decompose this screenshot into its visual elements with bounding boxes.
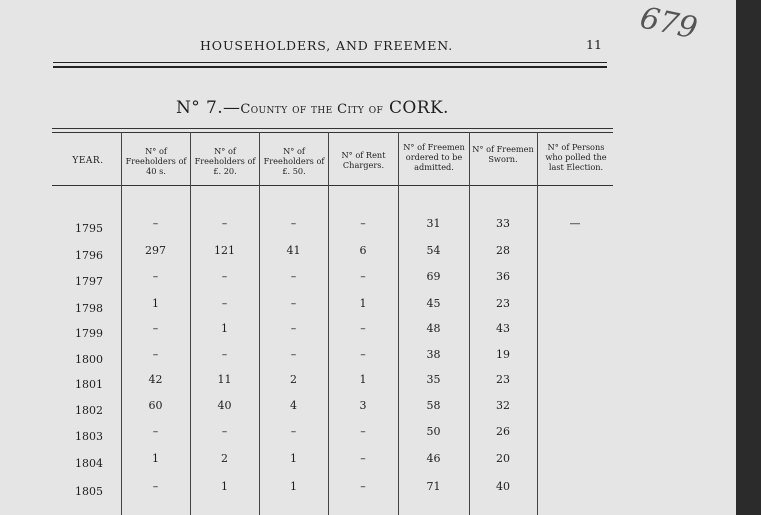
table-cell-f40: –: [152, 322, 159, 335]
table-number: N° 7.—: [176, 98, 241, 118]
table-cell-ordered: 46: [426, 452, 441, 465]
table-cell-ordered: 71: [426, 480, 441, 493]
table-cell-f50: –: [290, 297, 297, 310]
table-cell-f20: 11: [217, 373, 232, 386]
table-cell-ordered: 69: [426, 270, 441, 283]
table-cell-sworn: 43: [496, 322, 510, 335]
handwritten-page-note: 679: [636, 0, 701, 47]
header-freeholders-40s: N° of Freeholders of 40 s.: [125, 146, 187, 177]
table-cell-f20: 2: [221, 452, 228, 465]
table-cell-sworn: 20: [496, 452, 510, 465]
table-cell-rent: 1: [359, 297, 367, 310]
table-cell-ordered: 58: [426, 399, 441, 412]
table-cell-f40: –: [152, 270, 159, 283]
table-cell-f20: –: [221, 425, 228, 438]
header-freemen-sworn: N° of Freemen Sworn.: [472, 144, 534, 165]
table-cell-f20: –: [221, 270, 228, 283]
table-cell-f50: 1: [290, 480, 297, 493]
table-title-county: County of the City of: [240, 102, 384, 117]
header-freeholders-50: N° of Freeholders of £. 50.: [263, 146, 325, 177]
table-cell-f50: –: [290, 270, 297, 283]
table-cell-f40: 60: [148, 399, 163, 412]
year-cell: 1798: [75, 302, 103, 315]
year-cell: 1796: [75, 249, 103, 262]
table-cell-rent: –: [360, 452, 366, 465]
table-title-city: CORK.: [389, 98, 449, 118]
table-cell-rent: –: [360, 348, 366, 361]
header-year: YEAR.: [72, 156, 104, 166]
table-cell-f40: 1: [152, 297, 159, 310]
table-cell-f50: –: [290, 322, 297, 335]
table-cell-f40: –: [152, 348, 159, 361]
table-cell-f40: 42: [148, 373, 163, 386]
year-cell: 1800: [75, 353, 103, 366]
table-cell-ordered: 31: [426, 217, 441, 230]
table-cell-rent: –: [360, 217, 366, 230]
table-cell-f20: 121: [214, 244, 235, 257]
year-cell: 1795: [75, 222, 103, 235]
table-cell-sworn: 19: [496, 348, 510, 361]
table-cell-f50: –: [290, 425, 297, 438]
header-rent-chargers: N° of Rent Chargers.: [341, 150, 386, 171]
table-cell-sworn: 23: [496, 373, 510, 386]
year-cell: 1805: [75, 485, 103, 498]
year-cell: 1803: [75, 430, 103, 443]
table-cell-rent: 3: [359, 399, 367, 412]
table-cell-ordered: 35: [426, 373, 441, 386]
header-freemen-ordered: N° of Freemen ordered to be admitted.: [403, 142, 465, 173]
year-cell: 1799: [75, 327, 103, 340]
table-cell-ordered: 50: [426, 425, 441, 438]
table-header-rule: [52, 185, 613, 186]
running-head: HOUSEHOLDERS, AND FREEMEN.: [200, 38, 454, 53]
table-cell-f20: 1: [221, 480, 228, 493]
table-cell-f40: –: [152, 480, 159, 493]
table-title: [176, 98, 449, 118]
table-cell-f20: –: [221, 297, 228, 310]
table-cell-f50: 2: [290, 373, 297, 386]
table-cell-rent: –: [360, 480, 366, 493]
scanner-edge: [736, 0, 761, 515]
table-cell-rent: –: [360, 425, 366, 438]
table-cell-f40: –: [152, 425, 159, 438]
table-cell-rent: –: [360, 270, 366, 283]
table-cell-rent: 1: [359, 373, 367, 386]
table-cell-ordered: 48: [426, 322, 441, 335]
table-cell-sworn: 23: [496, 297, 510, 310]
table-cell-f50: 4: [290, 399, 297, 412]
year-cell: 1804: [75, 457, 103, 470]
year-cell: 1797: [75, 275, 103, 288]
table-cell-sworn: 26: [496, 425, 510, 438]
table-top-rule-2: [52, 132, 613, 133]
table-cell-ordered: 45: [426, 297, 441, 310]
table-cell-sworn: 40: [496, 480, 510, 493]
column-divider: [537, 132, 538, 515]
table-cell-f20: –: [221, 217, 228, 230]
table-cell-polled: —: [569, 217, 581, 230]
table-cell-f50: 41: [286, 244, 301, 257]
table-cell-rent: 6: [359, 244, 367, 257]
table-cell-f20: –: [221, 348, 228, 361]
table-cell-ordered: 38: [426, 348, 441, 361]
header-persons-polled: N° of Persons who polled the last Election.: [545, 142, 607, 173]
page-number: 11: [586, 37, 602, 52]
table-cell-ordered: 54: [426, 244, 441, 257]
year-cell: 1801: [75, 378, 103, 391]
table-cell-sworn: 36: [496, 270, 510, 283]
year-cell: 1802: [75, 404, 103, 417]
header-rule-bottom: [53, 66, 607, 68]
header-rule-top: [53, 62, 607, 63]
table-cell-f20: 40: [217, 399, 232, 412]
table-cell-f50: –: [290, 348, 297, 361]
table-cell-rent: –: [360, 322, 366, 335]
table-cell-f50: –: [290, 217, 297, 230]
table-cell-f40: –: [152, 217, 159, 230]
table-cell-f40: 1: [152, 452, 159, 465]
table-cell-sworn: 28: [496, 244, 510, 257]
table-cell-f20: 1: [221, 322, 228, 335]
table-cell-sworn: 32: [496, 399, 510, 412]
table-cell-f50: 1: [290, 452, 297, 465]
table-top-rule: [52, 128, 613, 129]
header-freeholders-20: N° of Freeholders of £. 20.: [194, 146, 256, 177]
table-cell-f40: 297: [145, 244, 166, 257]
table-cell-sworn: 33: [496, 217, 510, 230]
